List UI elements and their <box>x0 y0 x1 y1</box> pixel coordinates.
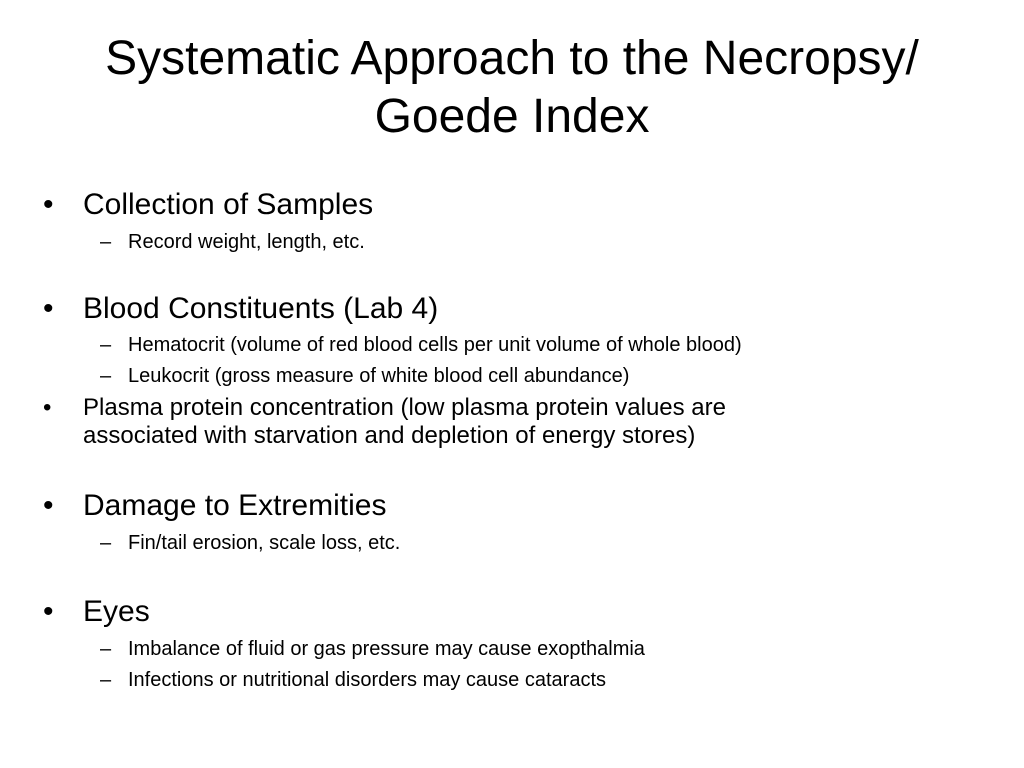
sub-bullet-text: Leukocrit (gross measure of white blood cell abundance) <box>128 365 630 387</box>
bullet-marker: • <box>43 595 54 628</box>
sub-bullet-text: Imbalance of fluid or gas pressure may cause exopthalmia <box>128 638 645 660</box>
bullet-text-line-1: Plasma protein concentration (low plasma protein values are <box>83 394 726 421</box>
bullet-text: Collection of Samples <box>83 188 374 221</box>
sub-bullet-marker: – <box>100 532 112 554</box>
sub-bullet-marker: – <box>100 365 112 387</box>
slide-title-line-1: Systematic Approach to the Necropsy/ <box>105 32 919 85</box>
slide-title <box>20 30 1004 146</box>
bullet-text: Blood Constituents (Lab 4) <box>83 292 439 325</box>
sub-bullet-marker: – <box>100 669 112 691</box>
bullet-marker: • <box>43 394 52 421</box>
bullet-text: Damage to Extremities <box>83 489 387 522</box>
sub-bullet-marker: – <box>100 334 112 356</box>
bullet-text-line-2: associated with starvation and depletion of energy stores) <box>83 422 696 449</box>
sub-bullet-text: Fin/tail erosion, scale loss, etc. <box>128 532 401 554</box>
sub-bullet-marker: – <box>100 638 112 660</box>
bullet-marker: • <box>43 292 54 325</box>
bullet-marker: • <box>43 489 54 522</box>
sub-bullet-text: Record weight, length, etc. <box>128 231 365 253</box>
sub-bullet-text: Hematocrit (volume of red blood cells per unit volume of whole blood) <box>128 334 742 356</box>
bullet-text: Eyes <box>83 595 150 628</box>
slide-title-line-2: Goede Index <box>374 90 650 143</box>
sub-bullet-marker: – <box>100 231 112 253</box>
sub-bullet-text: Infections or nutritional disorders may cause cataracts <box>128 669 606 691</box>
bullet-marker: • <box>43 188 54 221</box>
